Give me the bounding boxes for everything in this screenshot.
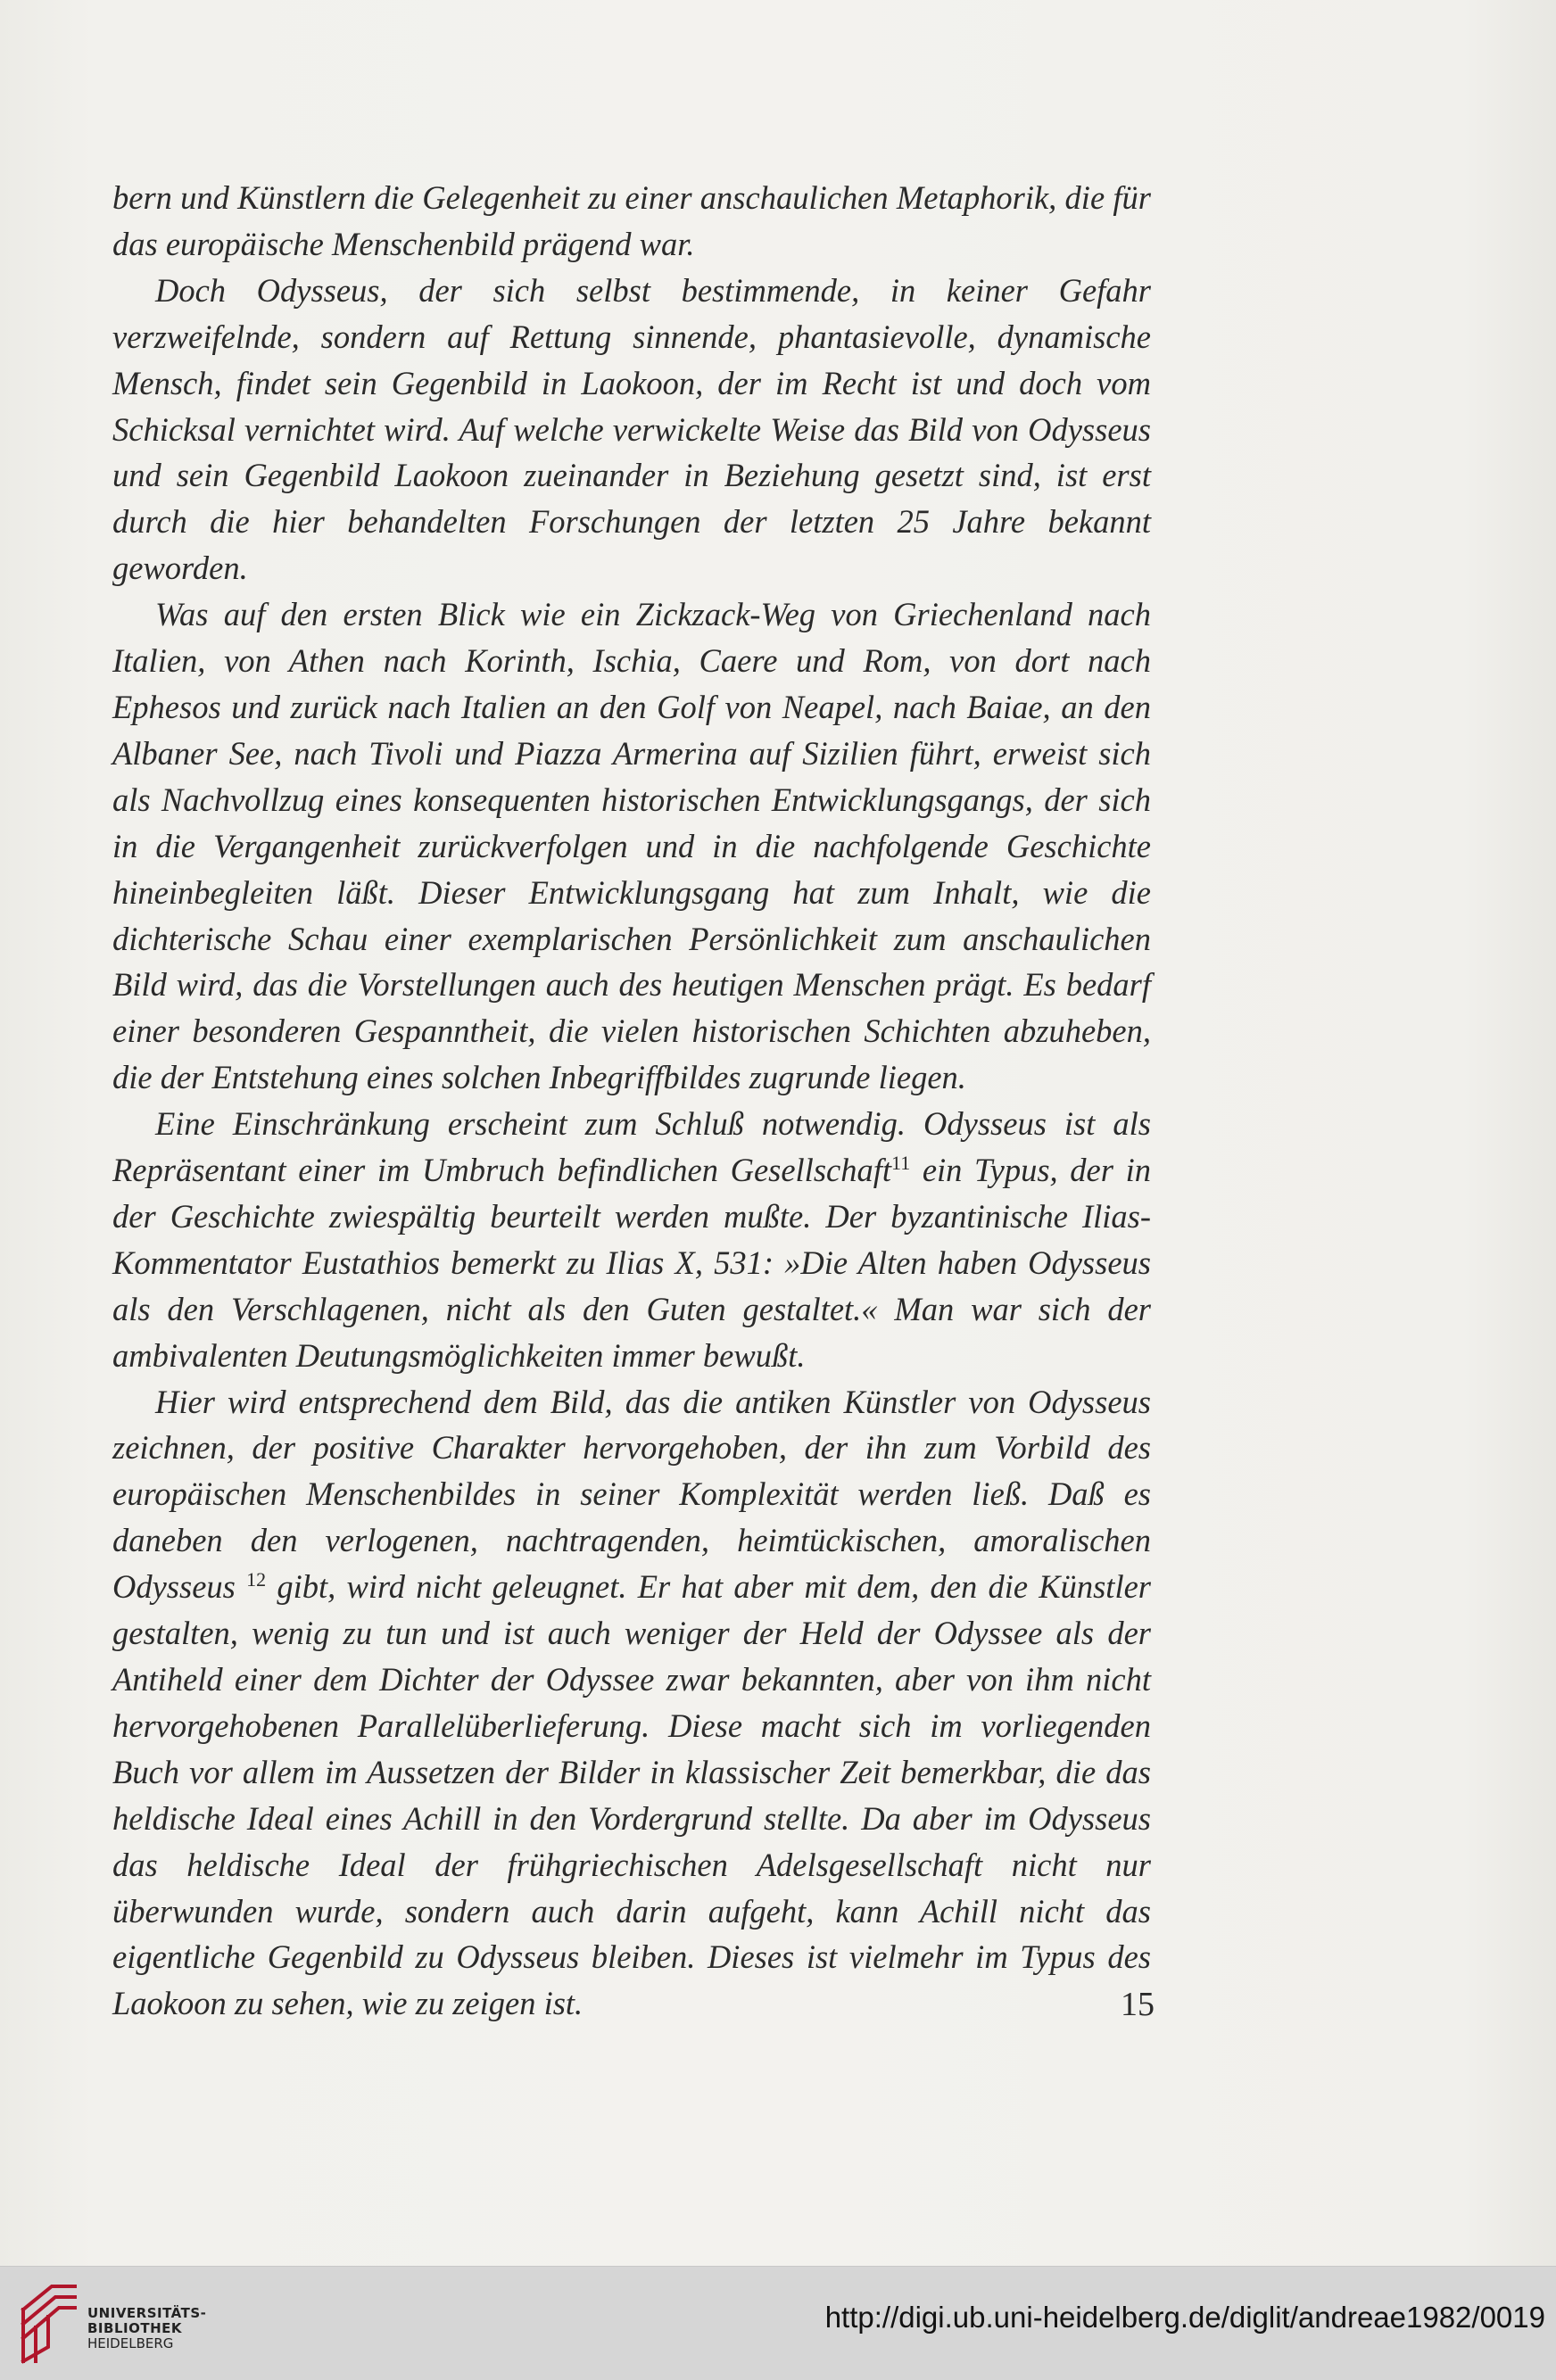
library-line-2: BIBLIOTHEK <box>87 2320 182 2336</box>
paragraph-2: Doch Odysseus, der sich selbst bestimmende, in keiner Gefahr verzweifelnde, sondern auf Rettung sinnende, phantasievolle, dynamische Mensch, findet sein Gegenbild in Laokoon, der im Recht ist und doch vom Schicksal vernichtet wird. Auf welche verwickelte Weise das Bild von Odysseus und sein Gegenbild Laokoon zueinander in Beziehung gesetzt sind, ist erst durch die hier behandelten Forschungen der letzten 25 Jahre bekannt geworden. <box>112 271 1151 587</box>
paragraph-3: Was auf den ersten Blick wie ein Zickzack-Weg von Griechenland nach Italien, von Athen nach Korinth, Ischia, Caere und Rom, von dort nach Ephesos und zurück nach Italien an den Golf von Neapel, nach Baiae, an den Albaner See, nach Tivoli und Piazza Armerina auf Sizilien führt, erweist sich als Nachvollzug eines konsequenten historischen Entwicklungsgangs, der sich in die Vergangenheit zurückverfolgen und in die nachfolgende Geschichte hineinbegleiten läßt. Dieser Entwicklungsgang hat zum Inhalt, wie die dichterische Schau einer exemplarischen Persönlichkeit zum anschaulichen Bild wird, das die Vorstellungen auch des heutigen Menschen prägt. Es bedarf einer besonderen Gespanntheit, die vielen historischen Schichten abzuheben, die der Entstehung eines solchen Inbegriffbildes zugrunde liegen. <box>112 596 1151 1096</box>
library-logo-icon[interactable] <box>20 2283 79 2365</box>
page-number: 15 <box>1121 1986 1155 2023</box>
paragraph-1: bern und Künstlern die Gelegenheit zu einer anschaulichen Metaphorik, die für das europäische Menschenbild prägend war. <box>112 179 1151 262</box>
source-url-link[interactable]: http://digi.ub.uni-heidelberg.de/diglit/andreae1982/0019 <box>824 2301 1545 2334</box>
footnote-ref-11: 11 <box>891 1151 911 1174</box>
paragraph-5 <box>112 1379 1151 2028</box>
footnote-ref-12: 12 <box>246 1568 267 1591</box>
paragraph-4-text-a: Eine Einschränkung erscheint zum Schluß notwendig. Odysseus ist als Repräsentant einer im Umbruch befindlichen Gesellschaft <box>112 1105 1151 1189</box>
paragraph-5-text-b: gibt, wird nicht geleugnet. Er hat aber mit dem, den die Künstler gestalten, wenig zu tun und ist auch weniger der Held der Odyssee als der Antiheld einer dem Dichter der Odyssee zwar bekannten, aber von ihm nicht hervorgehobenen Parallelüberlieferung. Diese macht sich im vorliegenden Buch vor allem im Aussetzen der Bilder in klassischer Zeit bemerkbar, die das heldische Ideal eines Achill in den Vordergrund stellte. Da aber im Odysseus das heldische Ideal der frühgriechischen Adelsgesellschaft nicht nur überwunden wurde, sondern auch darin aufgeht, kann Achill nicht das eigentliche Gegenbild zu Odysseus bleiben. Dieses ist vielmehr im Typus des Laokoon zu sehen, wie zu zeigen ist. <box>112 1568 1151 2022</box>
paragraph-4 <box>112 1101 1151 1378</box>
paragraph-5-text-a: Hier wird entsprechend dem Bild, das die antiken Künstler von Odysseus zeichnen, der positive Charakter hervorgehoben, der ihn zum Vorbild des europäischen Menschenbildes in seiner Komplexität werden ließ. Daß es daneben den verlogenen, nachtragenden, heimtückischen, amoralischen Odysseus <box>112 1383 1151 1606</box>
library-line-3: HEIDELBERG <box>87 2335 174 2351</box>
paragraph-4-text-b: ein Typus, der in der Geschichte zwiespältig beurteilt werden mußte. Der byzantinische Ilias-Kommentator Eustathios bemerkt zu Ilias X, 531: »Die Alten haben Odysseus als den Verschlagenen, nicht als den Guten gestaltet.« Man war sich der ambivalenten Deutungsmöglichkeiten immer bewußt. <box>112 1152 1151 1374</box>
footer-bar <box>0 2266 1556 2380</box>
library-line-1: UNIVERSITÄTS- <box>87 2305 207 2321</box>
library-name <box>87 2306 206 2351</box>
body-text <box>112 175 1151 2027</box>
